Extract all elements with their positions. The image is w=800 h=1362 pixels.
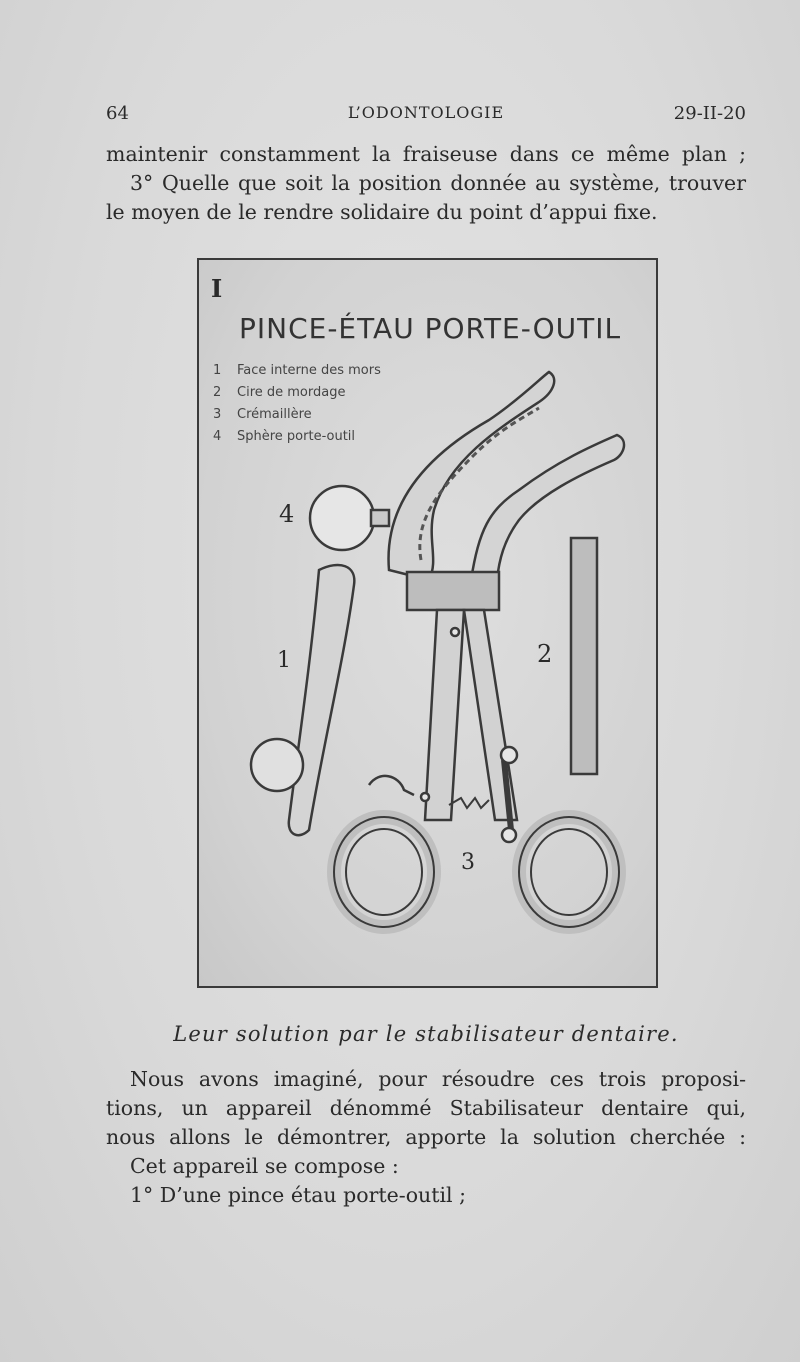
sphere-part — [310, 486, 374, 550]
text-line: 3° Quelle que soit la position donnée au système, trouver — [130, 171, 746, 195]
running-header — [106, 103, 746, 129]
text-line: maintenir constamment la fraiseuse dans ce même plan ; — [106, 142, 746, 166]
figure-plate — [197, 258, 658, 988]
journal-title: L’ODONTOLOGIE — [347, 103, 505, 122]
legend-item: 2 Cire de mordage — [213, 385, 346, 400]
intro-paragraph — [106, 140, 746, 227]
figure-caption: Leur solution par le stabilisateur dentaire. — [173, 1022, 679, 1046]
legend-item: 3 Crémaillère — [213, 407, 312, 422]
text-line: le moyen de le rendre solidaire du point d’appui fixe. — [106, 200, 658, 224]
legend-item: 1 Face interne des mors — [213, 363, 381, 378]
text-line: Cet appareil se compose : — [130, 1154, 399, 1178]
upper-jaw — [389, 372, 555, 580]
text-line: tions, un appareil dénommé Stabilisateur dentaire qui, — [106, 1096, 746, 1120]
part-label-3: 3 — [461, 850, 475, 875]
figure-title: PINCE-ÉTAU PORTE-OUTIL — [239, 312, 622, 345]
lower-jaw — [471, 435, 624, 580]
figure-legend — [213, 360, 381, 448]
clamp-block — [407, 572, 499, 610]
page-number: 64 — [106, 103, 129, 124]
figure-number: I — [211, 274, 223, 303]
issue-date: 29-II-20 — [673, 103, 746, 124]
text-line: nous allons le démontrer, apporte la solution cherchée : — [106, 1125, 746, 1149]
part-label-2: 2 — [537, 640, 553, 668]
part-label-4: 4 — [279, 500, 295, 528]
part-label-1: 1 — [277, 648, 291, 673]
legend-item: 4 Sphère porte-outil — [213, 429, 356, 444]
text-line: 1° D’une pince étau porte-outil ; — [130, 1183, 467, 1207]
text-line: Nous avons imaginé, pour résoudre ces trois proposi- — [130, 1067, 746, 1091]
wax-rod-part — [571, 538, 597, 774]
body-paragraph — [106, 1065, 746, 1210]
jaw-face-part — [289, 565, 355, 835]
